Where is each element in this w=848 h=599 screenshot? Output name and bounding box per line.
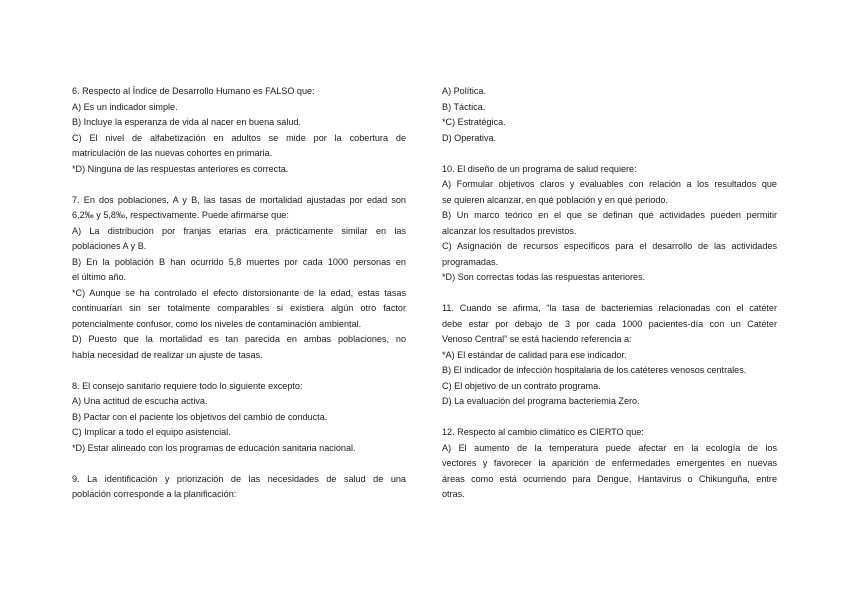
text-line: B) El indicador de infección hospitalaria de los catéteres venosos centrales. xyxy=(442,365,747,375)
text-line: había necesidad de realizar un ajuste de tasas. xyxy=(72,349,263,360)
text-line: A) Formular objetivos claros y evaluables con relación a los resultados que xyxy=(442,179,777,189)
text-line: *D) Ninguna de las respuestas anteriores es correcta. xyxy=(72,163,289,174)
text-line: programadas. xyxy=(442,256,499,267)
paragraph-gap xyxy=(442,286,777,302)
text-line: 6. Respecto al Índice de Desarrollo Humano es FALSO que: xyxy=(72,86,315,96)
text-line: A) Es un indicador simple. xyxy=(72,101,178,112)
text-line: 9. La identificación y priorización de las necesidades de salud de una xyxy=(72,473,406,484)
text-line: 7. En dos poblaciones, A y B, las tasas de mortalidad ajustadas por edad son xyxy=(72,194,406,205)
text-line: B) Pactar con el paciente los objetivos del cambio de conducta. xyxy=(72,411,328,422)
text-line: poblaciones A y B. xyxy=(72,241,147,251)
text-line: debe estar por debajo de 3 por cada 1000 pacientes-día con un Catéter xyxy=(442,318,777,329)
text-line: D) Operativa. xyxy=(442,132,497,143)
left-column xyxy=(72,84,406,503)
text-line: se quieren alcanzar, en qué población y en qué periodo. xyxy=(442,194,668,205)
text-line: A) Una actitud de escucha activa. xyxy=(72,396,208,406)
text-line: D) Puesto que la mortalidad es tan parecida en ambas poblaciones, no xyxy=(72,334,406,344)
paragraph-gap xyxy=(72,456,406,472)
text-line: D) La evaluación del programa bacteriemia Zero. xyxy=(442,396,640,406)
text-line: áreas como está ocurriendo para Dengue, Hantavirus o Chikunguña, entre xyxy=(442,473,777,484)
text-line: población corresponde a la planificación: xyxy=(72,489,237,499)
text-line: *D) Estar alineado con los programas de educación sanitaria nacional. xyxy=(72,442,356,453)
paragraph-gap xyxy=(442,410,777,426)
text-line: 12. Respecto al cambio climático es CIERTO que: xyxy=(442,427,644,437)
text-line: *D) Son correctas todas las respuestas anteriores. xyxy=(442,272,646,282)
text-line: 11. Cuando se afirma, “la tasa de bacteriemias relacionadas con el catéter xyxy=(442,303,777,313)
text-line: 6,2‰ y 5,8‰, respectivamente. Puede afirmarse que: xyxy=(72,210,289,220)
right-column xyxy=(442,84,777,503)
text-line: A) Política. xyxy=(442,86,486,96)
text-line: *C) Aunque se ha controlado el efecto distorsionante de la edad, estas tasas xyxy=(72,287,406,298)
text-line: C) Implicar a todo el equipo asistencial. xyxy=(72,427,231,437)
text-line: C) Asignación de recursos específicos para el desarrollo de las actividades xyxy=(442,241,777,251)
text-line: 10. El diseño de un programa de salud requiere: xyxy=(442,163,637,174)
text-line: potencialmente confusor, como los niveles de contaminación ambiental. xyxy=(72,318,362,329)
text-line: *C) Estratégica. xyxy=(442,117,506,127)
text-line: B) Táctica. xyxy=(442,101,486,112)
text-line: alcanzar los resultados previstos. xyxy=(442,225,577,236)
paragraph-gap xyxy=(442,146,777,162)
text-line: vectores y favorecer la aparición de enfermedades emergentes en nuevas xyxy=(442,458,777,468)
text-line: B) Un marco teórico en el que se definan qué actividades pueden permitir xyxy=(442,210,777,220)
text-line: C) El nivel de alfabetización en adultos se mide por la cobertura de xyxy=(72,132,406,143)
paragraph-gap xyxy=(72,177,406,193)
text-line: el último año. xyxy=(72,272,127,282)
text-line: C) El objetivo de un contrato programa. xyxy=(442,380,601,391)
text-line: otras. xyxy=(442,489,465,499)
text-line: continuarían sin ser totalmente comparables si existiera algún otro factor xyxy=(72,303,406,313)
paragraph-gap xyxy=(72,363,406,379)
text-line: A) El aumento de la temperatura puede afectar en la ecología de los xyxy=(442,442,777,453)
text-line: *A) El estándar de calidad para ese indicador. xyxy=(442,349,627,360)
text-line: matriculación de las nuevas cohortes en primaria. xyxy=(72,148,273,158)
text-line: 8. El consejo sanitario requiere todo lo siguiente excepto: xyxy=(72,380,303,391)
text-line: B) Incluye la esperanza de vida al nacer en buena salud. xyxy=(72,117,302,127)
text-line: A) La distribución por franjas etarias era prácticamente similar en las xyxy=(72,225,406,236)
text-line: Venoso Central” se está haciendo referencia a: xyxy=(442,334,632,344)
text-line: B) En la población B han ocurrido 5,8 muertes por cada 1000 personas en xyxy=(72,256,406,267)
